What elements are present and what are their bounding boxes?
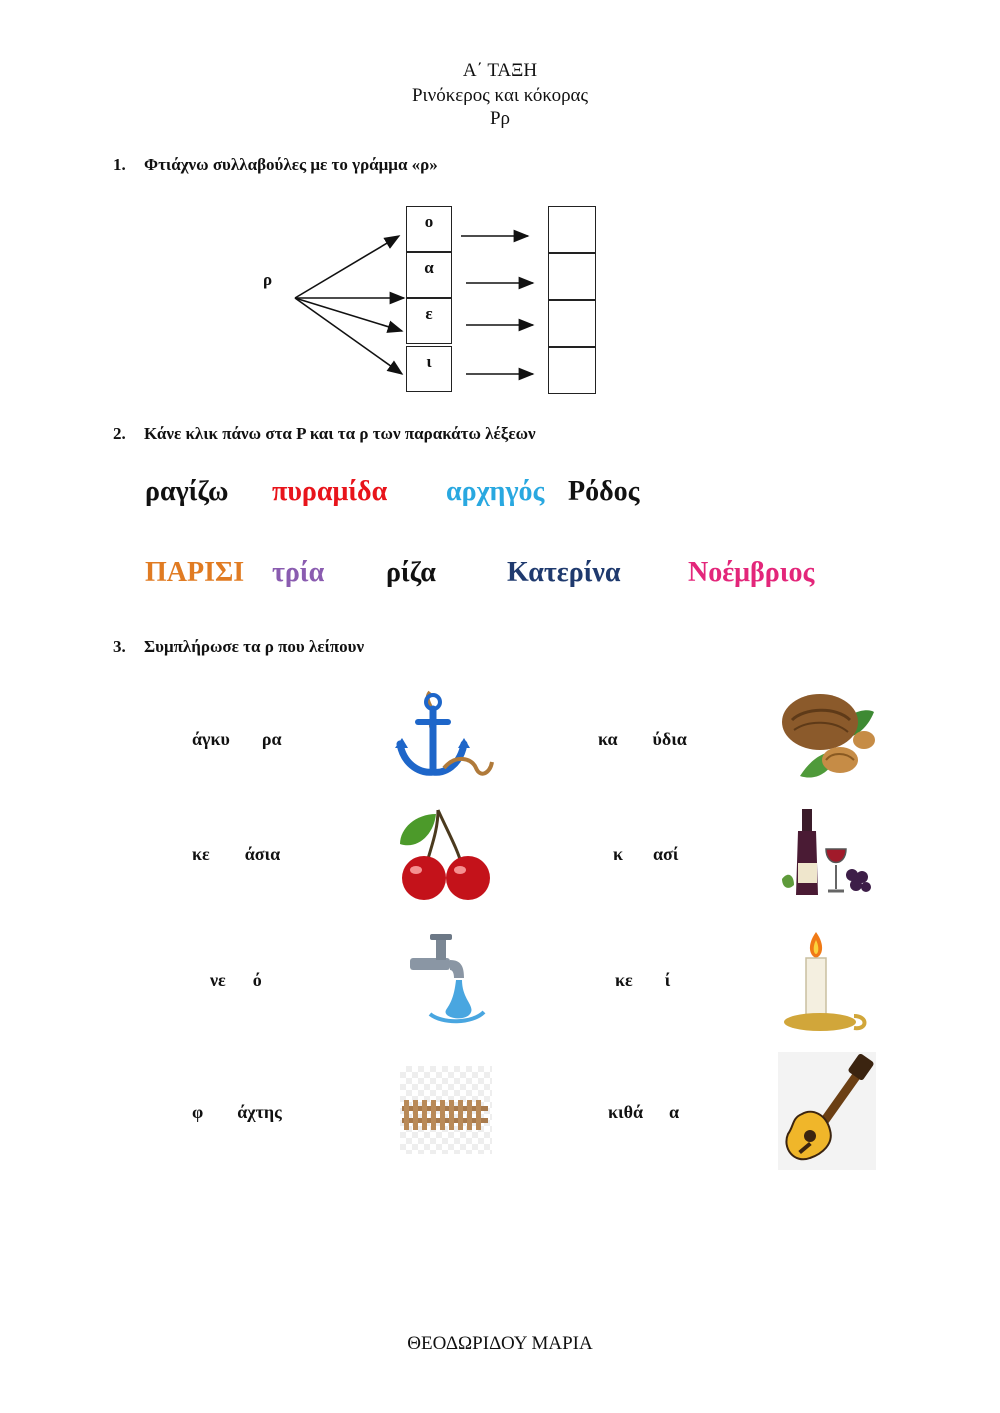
word-4[interactable]: ΠΑΡΙΣΙ xyxy=(145,557,245,588)
arrow-to-i xyxy=(295,298,402,374)
fill-word-cherries xyxy=(192,844,280,865)
word-2[interactable]: αρχηγός xyxy=(446,476,545,507)
answer-box-1[interactable] xyxy=(548,206,596,253)
word-part-end: ό xyxy=(252,970,262,990)
word-part-start: κα xyxy=(598,729,618,749)
word-part-end: ασί xyxy=(653,844,679,864)
word-part-start: κε xyxy=(615,970,633,990)
fill-word-wine xyxy=(613,844,678,865)
word-3[interactable]: Ρόδος xyxy=(568,476,640,507)
fence-icon xyxy=(400,1066,492,1154)
question-text: Φτιάχνω συλλαβούλες με το γράμμα «ρ» xyxy=(144,155,438,174)
fill-word-fence xyxy=(192,1102,282,1123)
arrow-to-e xyxy=(295,298,402,331)
lesson-title: Ρινόκερος και κόκορας xyxy=(411,85,589,106)
question-2 xyxy=(113,424,536,444)
word-7[interactable]: Κατερίνα xyxy=(507,557,621,588)
question-text: Κάνε κλικ πάνω στα Ρ και τα ρ των παρακάτω λέξεων xyxy=(144,424,536,443)
answer-box-3[interactable] xyxy=(548,300,596,347)
question-3 xyxy=(113,637,364,657)
walnut-icon xyxy=(780,690,876,788)
word-part-start: άγκυ xyxy=(192,729,230,749)
fill-word-anchor xyxy=(192,729,282,750)
question-number: 3. xyxy=(113,637,126,656)
vowel-box-a: α xyxy=(406,252,452,298)
word-part-end: α xyxy=(669,1102,680,1122)
word-5[interactable]: τρία xyxy=(272,557,325,588)
answer-box-4[interactable] xyxy=(548,347,596,394)
grade-heading: Α΄ ΤΑΞΗ xyxy=(462,60,538,81)
cherries-icon xyxy=(398,804,494,902)
word-part-end: ί xyxy=(664,970,671,990)
fill-word-water xyxy=(210,970,262,991)
answer-box-2[interactable] xyxy=(548,253,596,300)
vowel-box-i: ι xyxy=(406,346,452,392)
q1-arrows xyxy=(0,0,1000,420)
guitar-icon xyxy=(778,1052,876,1170)
vowel-box-e: ε xyxy=(406,298,452,344)
wine-icon xyxy=(780,805,872,899)
word-1[interactable]: πυραμίδα xyxy=(272,476,388,507)
word-part-start: κε xyxy=(192,844,210,864)
root-letter: ρ xyxy=(263,270,273,289)
question-number: 2. xyxy=(113,424,126,443)
word-part-end: άχτης xyxy=(237,1102,282,1122)
word-part-start: φ xyxy=(192,1102,204,1122)
word-part-end: ύδια xyxy=(652,729,687,749)
question-text: Συμπλήρωσε τα ρ που λείπουν xyxy=(144,637,365,656)
lesson-letters: Ρρ xyxy=(489,108,511,129)
anchor-icon xyxy=(392,688,496,786)
word-8[interactable]: Νοέμβριος xyxy=(688,557,815,588)
word-0[interactable]: ραγίζω xyxy=(145,476,229,507)
fill-word-guitar xyxy=(608,1102,679,1123)
fill-word-candle xyxy=(615,970,670,991)
author-name: ΘΕΟΔΩΡΙΔΟΥ ΜΑΡΙΑ xyxy=(407,1333,593,1354)
fill-word-walnuts xyxy=(598,729,687,750)
word-part-end: άσια xyxy=(244,844,281,864)
word-part-start: νε xyxy=(210,970,226,990)
arrow-to-o xyxy=(295,236,399,298)
question-number: 1. xyxy=(113,155,126,174)
word-6[interactable]: ρίζα xyxy=(386,557,436,588)
word-part-start: κιθά xyxy=(608,1102,644,1122)
water-tap-icon xyxy=(406,932,488,1026)
word-part-start: κ xyxy=(613,844,623,864)
vowel-box-o: ο xyxy=(406,206,452,252)
candle-icon xyxy=(782,926,870,1034)
word-part-end: ρα xyxy=(261,729,282,749)
